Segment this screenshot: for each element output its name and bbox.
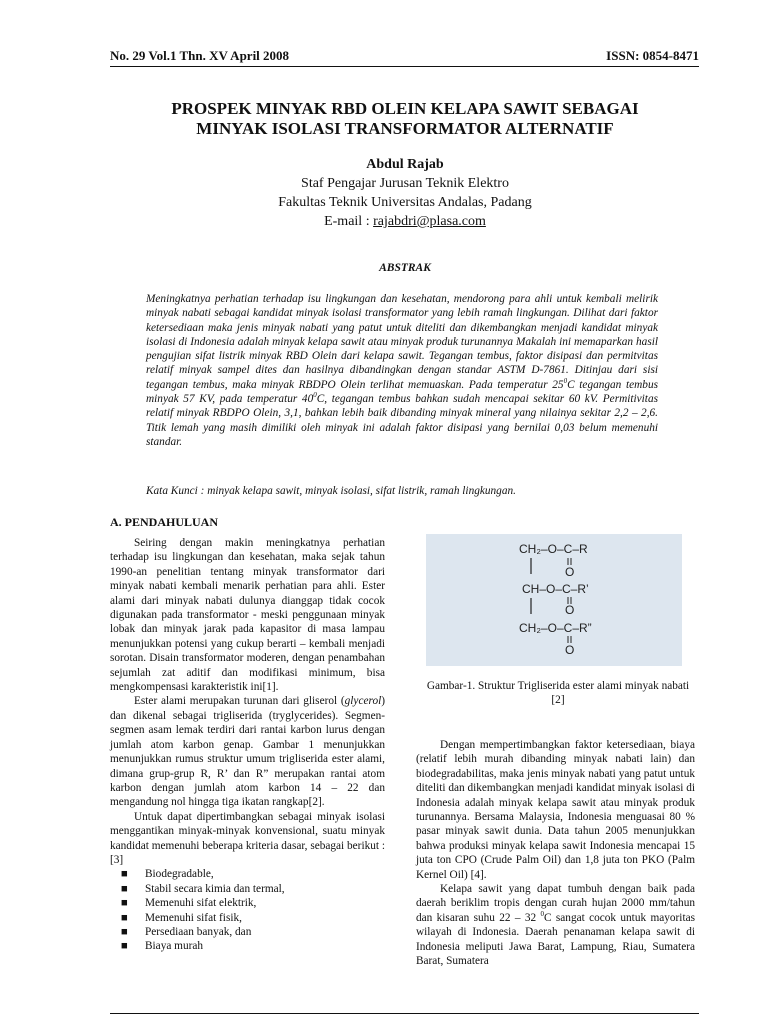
right-paragraph-2-b: C sangat cocok untuk mayoritas wilayah di Indonesia. Daerah penanaman kelapa sawit di Indonesia meliputi Jawa Barat, Lampung, Riau, Sumatera Barat, Sumatera	[416, 911, 695, 968]
bullet-icon: ■	[121, 868, 128, 881]
author-name: Abdul Rajab	[366, 157, 444, 172]
journal-header	[110, 48, 699, 67]
abstract-sup-2: 0	[313, 391, 317, 400]
list-item	[110, 925, 385, 939]
abstract-text	[146, 292, 658, 449]
keywords: Kata Kunci : minyak kelapa sawit, minyak isolasi, sifat listrik, ramah lingkungan.	[146, 485, 516, 497]
author-affiliation-2: Fakultas Teknik Universitas Andalas, Padang	[278, 195, 532, 210]
author-email-line	[100, 212, 710, 231]
structure-row-1: CH₂–O–C–R	[519, 542, 588, 556]
list-item-text: Biaya murah	[145, 940, 204, 953]
bullet-icon: ■	[121, 940, 128, 953]
left-paragraph-2	[110, 694, 385, 809]
title-line-1: PROSPEK MINYAK RBD OLEIN KELAPA SAWIT SEBAGAI	[171, 99, 639, 118]
structure-diagram	[426, 534, 682, 666]
bullet-icon: ■	[121, 897, 128, 910]
bullet-icon: ■	[121, 911, 128, 924]
abstract-sup-1: 0	[563, 377, 568, 386]
structure-row-2: CH–O–C–R’	[522, 582, 589, 596]
list-item	[110, 939, 385, 953]
figure-caption: Gambar-1. Struktur Trigliserida ester alami minyak nabati [2]	[426, 680, 690, 707]
triglyceride-structure-figure	[426, 534, 682, 666]
title-line-2: MINYAK ISOLASI TRANSFORMATOR ALTERNATIF	[196, 119, 614, 138]
list-item-text: Memenuhi sifat fisik,	[145, 911, 242, 924]
left-paragraph-1: Seiring dengan makin meningkatnya perhatian terhadap isu lingkungan dan kesehatan, maka sejak tahun 1990-an penelitian tentang minyak transformator dari minyak nabati kembali menarik perhatian para ahli. Ester alami dari minyak nabati dulunya dianggap tidak cocok digunakan pada transformator - meski penggunaan minyak lobak dan minyak jarak pada kapasitor di masa lampau menunjukkan potensi yang cukup berarti – kembali menjadi sorotan. Disain transformator moderen, dengan penambahan sejumlah zat aditif dan modifikasi minimum, bisa mengkompensasi karakteristik ini[1].	[110, 537, 385, 694]
bullet-icon: ■	[121, 882, 128, 895]
left-paragraph-2-italic: glycerol	[344, 695, 382, 708]
abstract-heading: ABSTRAK	[379, 262, 431, 274]
list-item	[110, 882, 385, 896]
abstract-text-a: Meningkatnya perhatian terhadap isu lingkungan dan kesehatan, mendorong para ahli untuk kembali melirik minyak nabati sebagai kandidat minyak isolasi transformator yang lebih ramah lingkungan. Dilihat dari faktor ketersediaan maka jenis minyak nabati yang patut untuk diteliti dan dikembangkan menjadi kandidat minyak isolasi di Indonesia adalah minyak kelapa sawit atau minyak produk turunannya Makalah ini memaparkan hasil pengujian sifat listrik minyak RBD Olein dari kelapa sawit. Tegangan tembus, faktor disipasi dan permitvitas relatif minyak sampel dites dan hasilnya dibandingkan dengan standar ASTM D-7861. Ditinjau dari sisi tegangan tembus, maka minyak RBDPO Olein terlihat memuaskan. Pada temperatur 25	[146, 293, 658, 391]
bullet-icon: ■	[121, 925, 128, 938]
email-label: E-mail :	[324, 214, 374, 229]
left-paragraph-3: Untuk dapat dipertimbangkan sebagai minyak isolasi menggantikan minyak-minyak konvensional, suatu minyak kandidat memenuhi beberapa kriteria dasar, sebagai berikut : [3]	[110, 810, 385, 866]
abstract-text-c: C, tegangan tembus bahkan sudah mencapai sekitar 60 kV. Permitivitas relatif minyak RBDPO Olein, 3,1, bahkan lebih baik dibanding minyak mineral yang nilainya sekitar 2,2 – 2,6. Titik lemah yang masih dimiliki oleh minyak ini adalah faktor disipasi yang bernilai 0,03 belum memenuhi standar.	[146, 393, 658, 448]
right-column	[416, 738, 695, 969]
structure-oxygen-1: O	[565, 565, 575, 579]
journal-issn: ISSN: 0854-8471	[606, 48, 699, 63]
paper-title	[100, 99, 710, 139]
author-email-link[interactable]: rajabdri@plasa.com	[373, 214, 486, 229]
journal-issue: No. 29 Vol.1 Thn. XV April 2008	[110, 48, 290, 63]
list-item-text: Stabil secara kimia dan termal,	[145, 882, 285, 895]
left-paragraph-2-b: ) dan dikenal sebagai trigliserida (tryglycerides). Segmen-segmen asam lemak terdiri dari rantai karbon lurus dengan jumlah atom karbon genap. Gambar 1 menunjukkan menunjukkan rumus struktur umum trigliserida ester alami, dimana grup-grup R, R’ dan R” merupakan rantai atom karbon dengan jumlah atom karbon 14 – 22 dan mengandung nol hingga tiga ikatan rangkap[2].	[110, 695, 385, 809]
section-heading: A. PENDAHULUAN	[110, 515, 218, 529]
author-block	[100, 155, 710, 231]
list-item-text: Biodegradable,	[145, 868, 214, 881]
right-paragraph-2	[416, 882, 695, 968]
abstract-text-b: C tegangan tembus minyak 57 KV, pada temperatur 40	[146, 378, 659, 406]
list-item-text: Persediaan banyak, dan	[145, 925, 252, 938]
list-item	[110, 896, 385, 910]
criteria-list	[110, 867, 385, 953]
right-paragraph-2-sup: 0	[540, 910, 545, 919]
structure-oxygen-3: O	[565, 643, 575, 657]
structure-row-3: CH₂–O–C–R”	[519, 621, 592, 635]
author-affiliation-1: Staf Pengajar Jurusan Teknik Elektro	[301, 176, 509, 191]
left-paragraph-2-a: Ester alami merupakan turunan dari gliserol (	[134, 695, 345, 708]
footer-rule	[110, 1013, 699, 1014]
right-paragraph-2-a: Kelapa sawit yang dapat tumbuh dengan baik pada daerah beriklim tropis dengan curah hujan 2000 mm/tahun dan kisaran suhu 22 – 32	[416, 883, 695, 924]
list-item-text: Memenuhi sifat elektrik,	[145, 897, 257, 910]
structure-oxygen-2: O	[565, 603, 575, 617]
list-item	[110, 911, 385, 925]
list-item	[110, 867, 385, 881]
left-column	[110, 536, 385, 954]
right-paragraph-1: Dengan mempertimbangkan faktor ketersediaan, biaya (relatif lebih murah dibanding minyak nabati lain) dan biodegradabilitas, maka jenis minyak nabati yang patut untuk diteliti dan dikembangkan menjadi kandidat minyak isolasi di Indonesia adalah minyak kelapa sawit atau minyak produk turunannya. Bersama Malaysia, Indonesia menguasai 80 % pasar minyak sawit dunia. Data tahun 2005 menunjukkan bahwa produksi minyak kelapa sawit Indonesia mencapai 15 juta ton CPO (Crude Palm Oil) dan 1,8 juta ton PKO (Palm Kernel Oil) [4].	[416, 739, 695, 881]
